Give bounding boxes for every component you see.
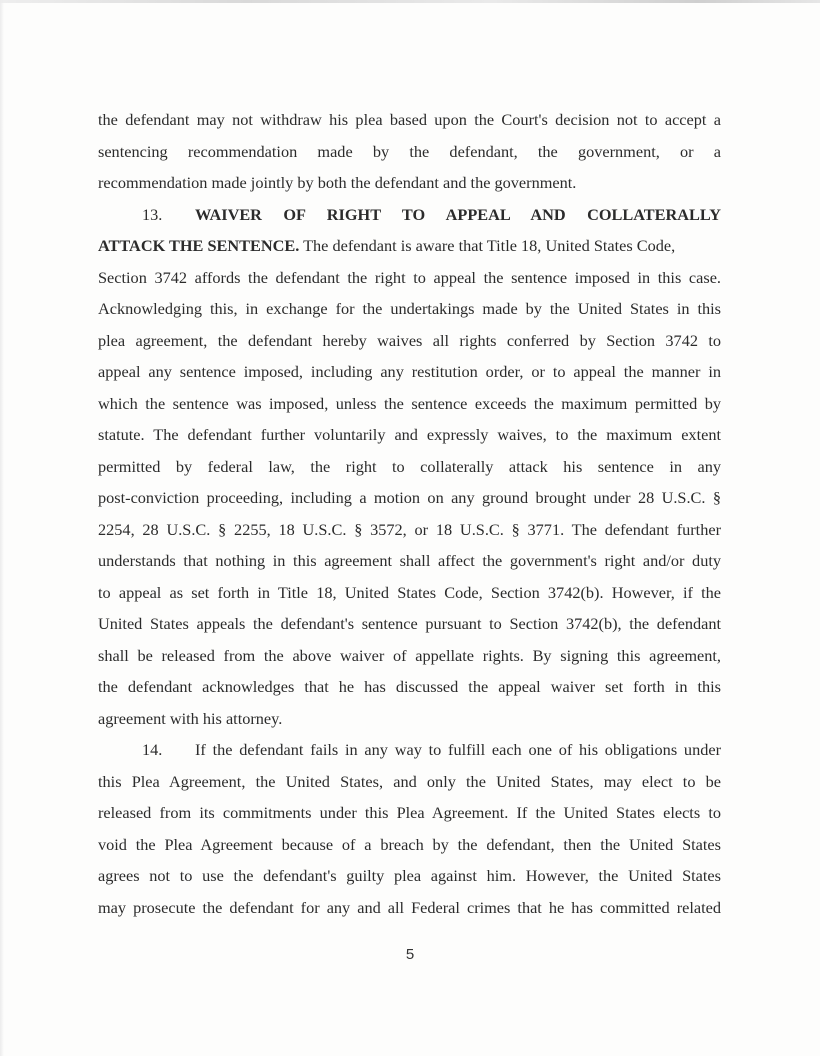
text-line: sentencing recommendation made by the defendant, the government, or a [98,141,721,161]
text-line: released from its commitments under this Plea Agreement. If the United States elects to [98,803,721,822]
paragraph-13-heading-line [98,199,721,231]
text-line: void the Plea Agreement because of a breach by the defendant, then the United States [98,834,721,854]
text-line: Acknowledging this, in exchange for the undertakings made by the United States in this [98,299,721,318]
text-line: the defendant acknowledges that he has discussed the appeal waiver set forth in this [98,677,721,696]
text-line: 2254, 28 U.S.C. § 2255, 18 U.S.C. § 3572, or 18 U.S.C. § 3771. The defendant further [98,519,721,539]
section-heading-continued: ATTACK THE SENTENCE. [98,236,300,255]
text-line: understands that nothing in this agreement shall affect the government's right and/or duty [98,551,721,570]
text-line: permitted by federal law, the right to collaterally attack his sentence in any [98,456,721,476]
text-line: this Plea Agreement, the United States, and only the United States, may elect to be [98,771,721,791]
paragraph-number: 14. [142,740,163,759]
text-line: the defendant may not withdraw his plea based upon the Court's decision not to accept a [98,110,721,129]
scan-edge-left [0,0,4,1056]
text-line: agrees not to use the defendant's guilty plea against him. However, the United States [98,866,721,885]
text-line: may prosecute the defendant for any and all Federal crimes that he has committed related [98,897,721,917]
text-line: post-conviction proceeding, including a motion on any ground brought under 28 U.S.C. § [98,488,721,507]
text-run: The defendant is aware that Title 18, United States Code, [303,236,676,255]
text-line [98,230,721,262]
scan-edge-top [0,0,820,3]
text-line: agreement with his attorney. [98,708,283,728]
text-line: Section 3742 affords the defendant the right to appeal the sentence imposed in this case. [98,267,721,287]
paragraph-number: 13. [142,204,163,224]
page-number: 5 [405,946,415,963]
text-line: statute. The defendant further voluntarily and expressly waives, to the maximum extent [98,425,721,444]
text-run: If the defendant fails in any way to fulfill each one of his obligations under [195,740,721,759]
document-body [98,104,721,923]
paragraph-14-first-line [98,734,721,766]
text-line: appeal any sentence imposed, including any restitution order, or to appeal the manner in [98,362,721,381]
text-line: which the sentence was imposed, unless the sentence exceeds the maximum permitted by [98,393,721,413]
section-heading: WAIVER OF RIGHT TO APPEAL AND COLLATERALLY [195,204,721,224]
text-line: United States appeals the defendant's sentence pursuant to Section 3742(b), the defendant [98,614,721,633]
text-line: plea agreement, the defendant hereby waives all rights conferred by Section 3742 to [98,330,721,350]
text-line: recommendation made jointly by both the defendant and the government. [98,173,577,192]
text-line: shall be released from the above waiver of appellate rights. By signing this agreement, [98,645,721,665]
text-line: to appeal as set forth in Title 18, United States Code, Section 3742(b). However, if the [98,582,721,602]
